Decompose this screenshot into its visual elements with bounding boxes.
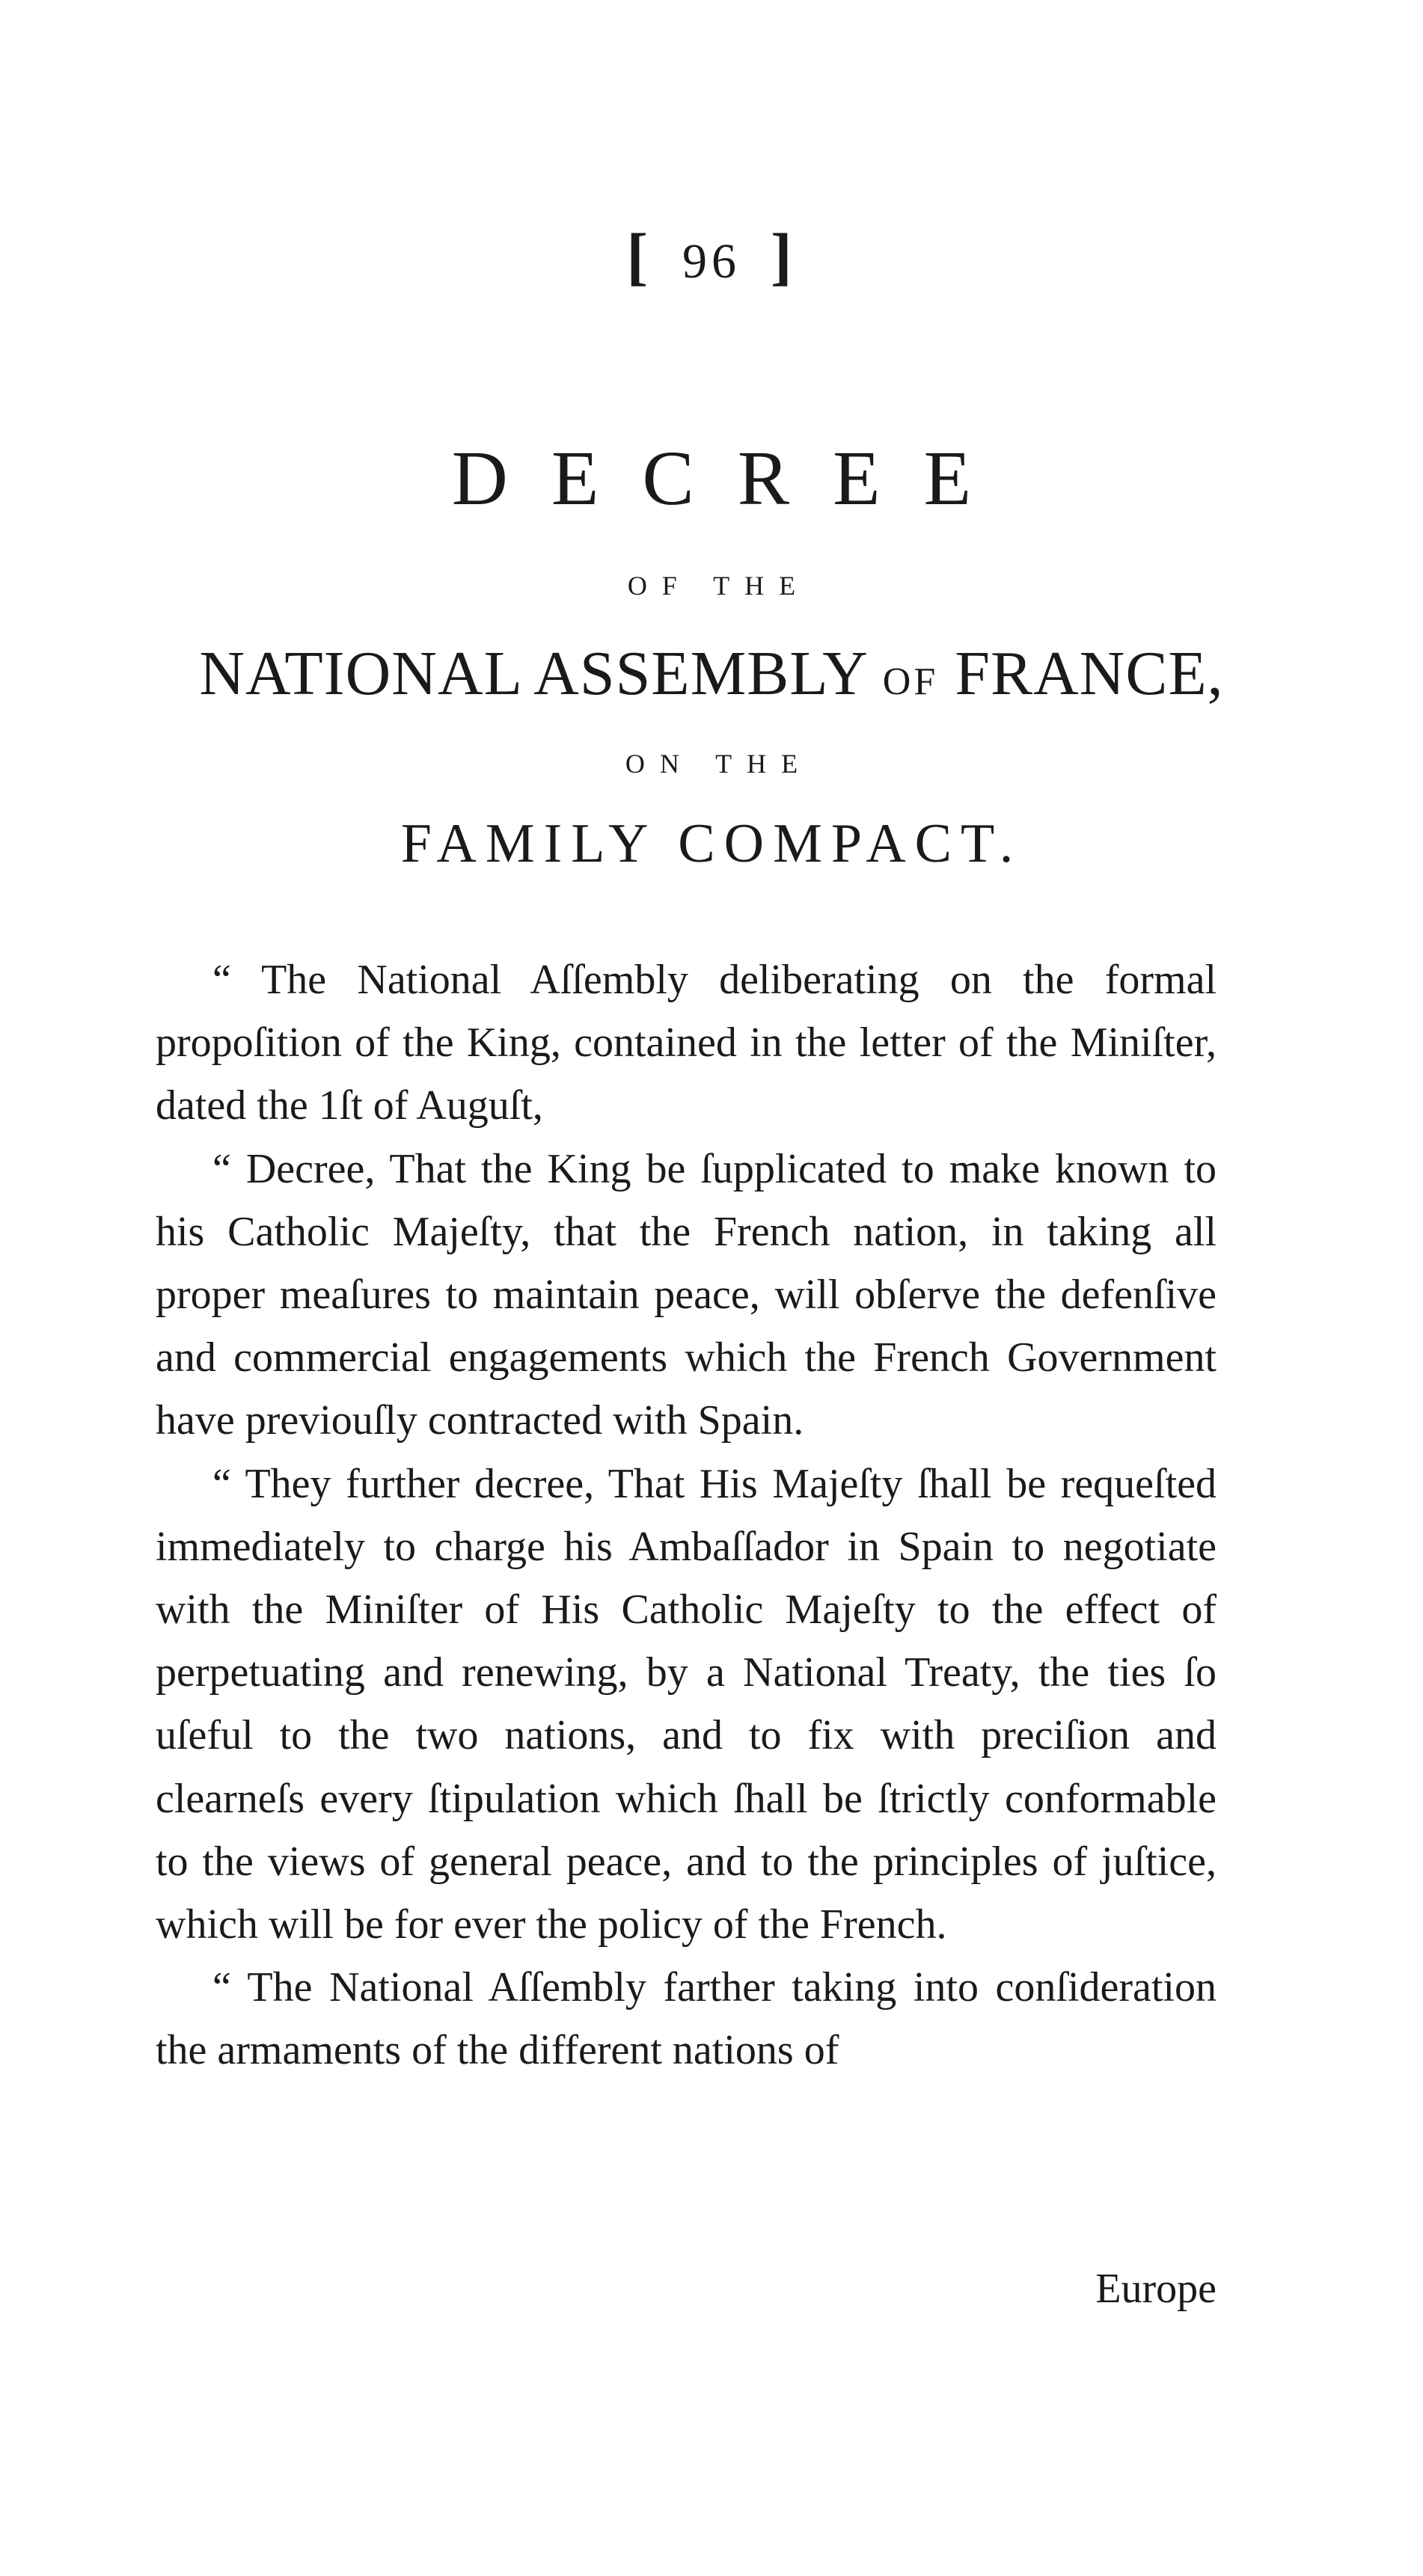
subheading-assembly xyxy=(0,637,1423,710)
paragraph: “ They further decree, That His Majeſty ſhall be requeſted immediately to charge his Ambaſſador in Spain to negotiate with the Miniſter of His Catholic Majeſty to the effect of perpetuating and renewing, by a National Treaty, the ties ſo uſeful to the two nations, and to fix with preciſion and clearneſs every ſtipulation which ſhall be ſtrictly conformable to the views of general peace, and to the principles of juſtice, which will be for ever the policy of the French. xyxy=(156,1460,1217,1948)
body-text xyxy=(156,948,1217,2082)
paragraph: “ Decree, That the King be ſupplicated to make known to his Catholic Majeſty, that the French nation, in taking all proper meaſures to maintain peace, will obſerve the defenſive and commercial engagements which the French Government have previouſly contracted with Spain. xyxy=(156,1145,1217,1444)
paragraph: “ The National Aſſembly deliberating on the formal propoſition of the King, contained in the letter of the Miniſter, dated the 1ſt of Auguſt, xyxy=(156,957,1217,1129)
assembly-country: FRANCE, xyxy=(955,639,1224,708)
assembly-name: NATIONAL ASSEMBLY xyxy=(199,639,866,708)
bracket-open: [ xyxy=(626,220,652,292)
paragraph: “ The National Aſſembly farther taking into conſideration the armaments of the different nations of xyxy=(156,1964,1217,2074)
subheading-on-the: ON THE xyxy=(625,749,813,779)
assembly-of: OF xyxy=(882,660,939,703)
subheading-of-the: OF THE xyxy=(627,571,811,601)
bracket-close: ] xyxy=(771,220,797,292)
page-number-value: 96 xyxy=(682,234,741,289)
catchword: Europe xyxy=(1095,2266,1217,2312)
page-title: DECREE xyxy=(451,435,1015,521)
page-number xyxy=(0,218,1423,293)
subheading-subject: FAMILY COMPACT. xyxy=(400,813,1023,874)
